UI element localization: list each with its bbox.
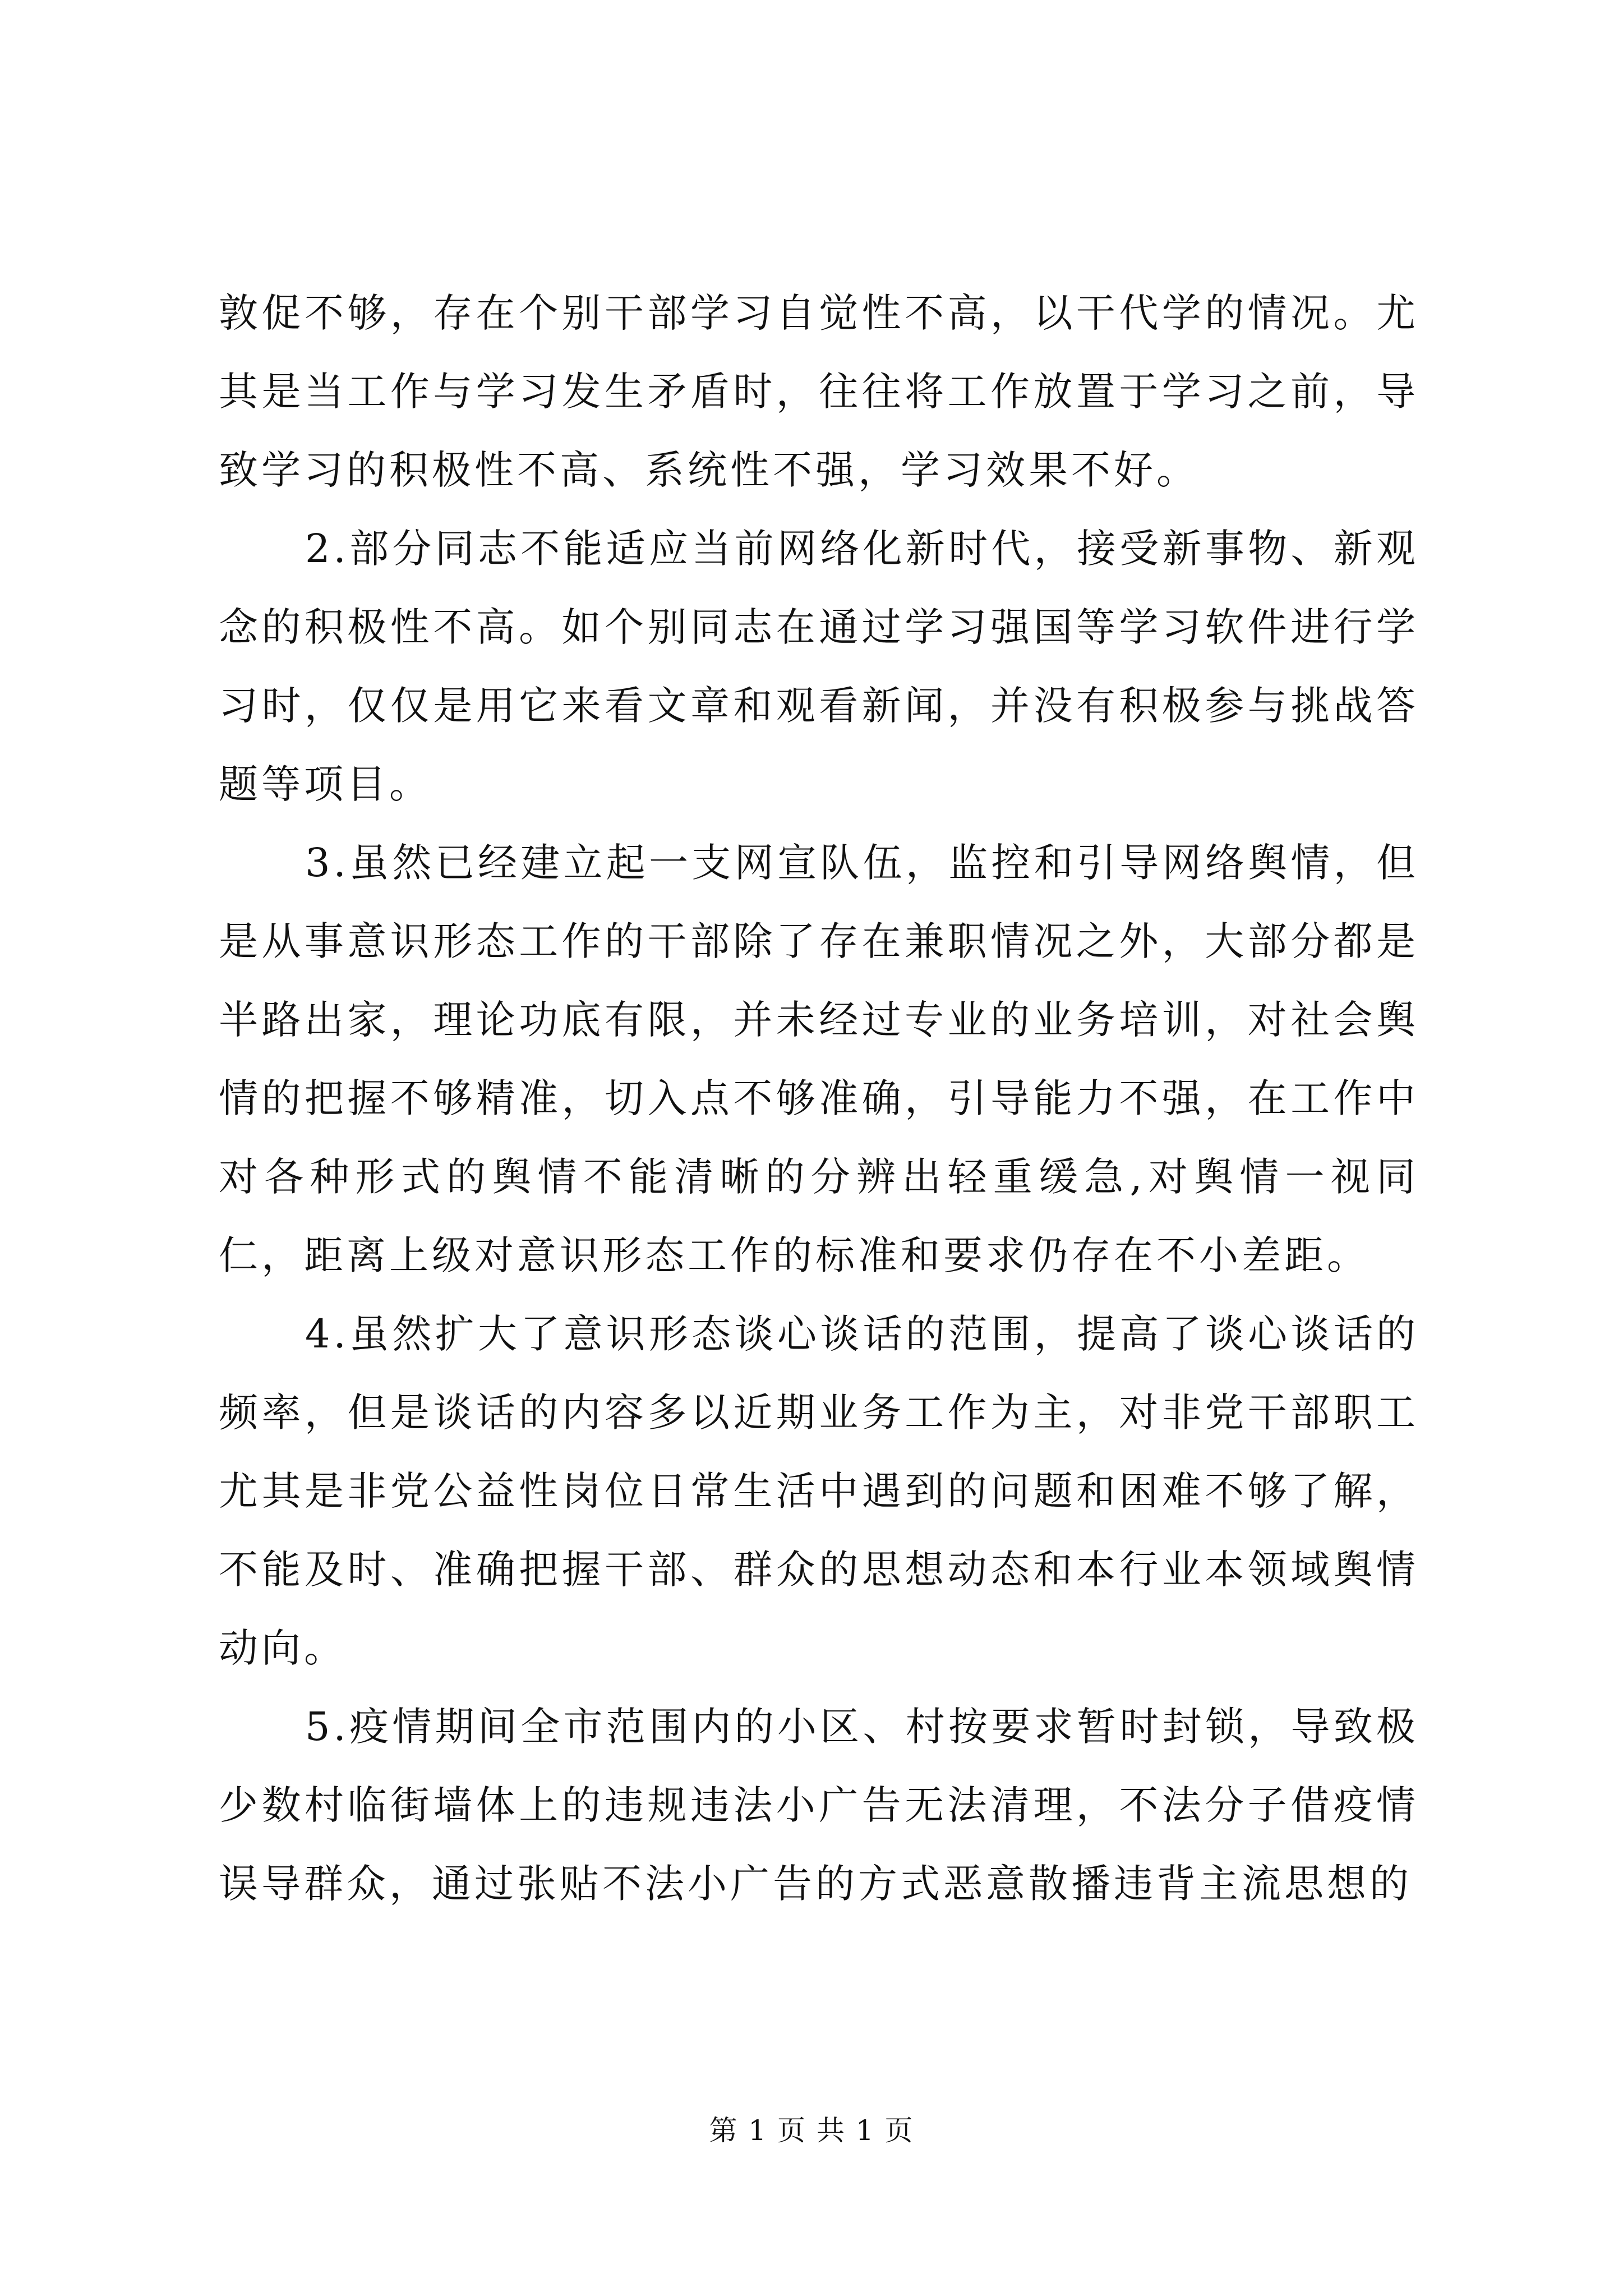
page-footer: 第 1 页 共 1 页 <box>709 2114 914 2147</box>
paragraph-item-4: 4.虽然扩大了意识形态谈心谈话的范围，提高了谈心谈话的频率，但是谈话的内容多以近期业务工作为主，对非党干部职工尤其是非党公益性岗位日常生活中遇到的问题和困难不够了解，不能及时、准确把握干部、群众的思想动态和本行业本领域舆情动向。 <box>219 1311 1419 1671</box>
paragraph-item-3: 3.虽然已经建立起一支网宣队伍，监控和引导网络舆情，但是从事意识形态工作的干部除了存在兼职情况之外，大部分都是半路出家，理论功底有限，并未经过专业的业务培训，对社会舆情的把握不够精准，切入点不够准确，引导能力不强，在工作中对各种形式的舆情不能清晰的分辨出轻重缓急,对舆情一视同仁，距离上级对意识形态工作的标准和要求仍存在不小差距。 <box>219 840 1419 1278</box>
paragraph-item-5: 5.疫情期间全市范围内的小区、村按要求暂时封锁，导致极少数村临街墙体上的违规违法小广告无法清理，不法分子借疫情误导群众，通过张贴不法小广告的方式恶意散播违背主流思想的 <box>219 1704 1419 1907</box>
document-body <box>219 274 1419 1923</box>
paragraph-continuation: 敦促不够，存在个别干部学习自觉性不高，以干代学的情况。尤其是当工作与学习发生矛盾时，往往将工作放置于学习之前，导致学习的积极性不高、系统性不强，学习效果不好。 <box>219 290 1419 493</box>
paragraph-item-2: 2.部分同志不能适应当前网络化新时代，接受新事物、新观念的积极性不高。如个别同志在通过学习强国等学习软件进行学习时，仅仅是用它来看文章和观看新闻，并没有积极参与挑战答题等项目。 <box>219 526 1419 807</box>
